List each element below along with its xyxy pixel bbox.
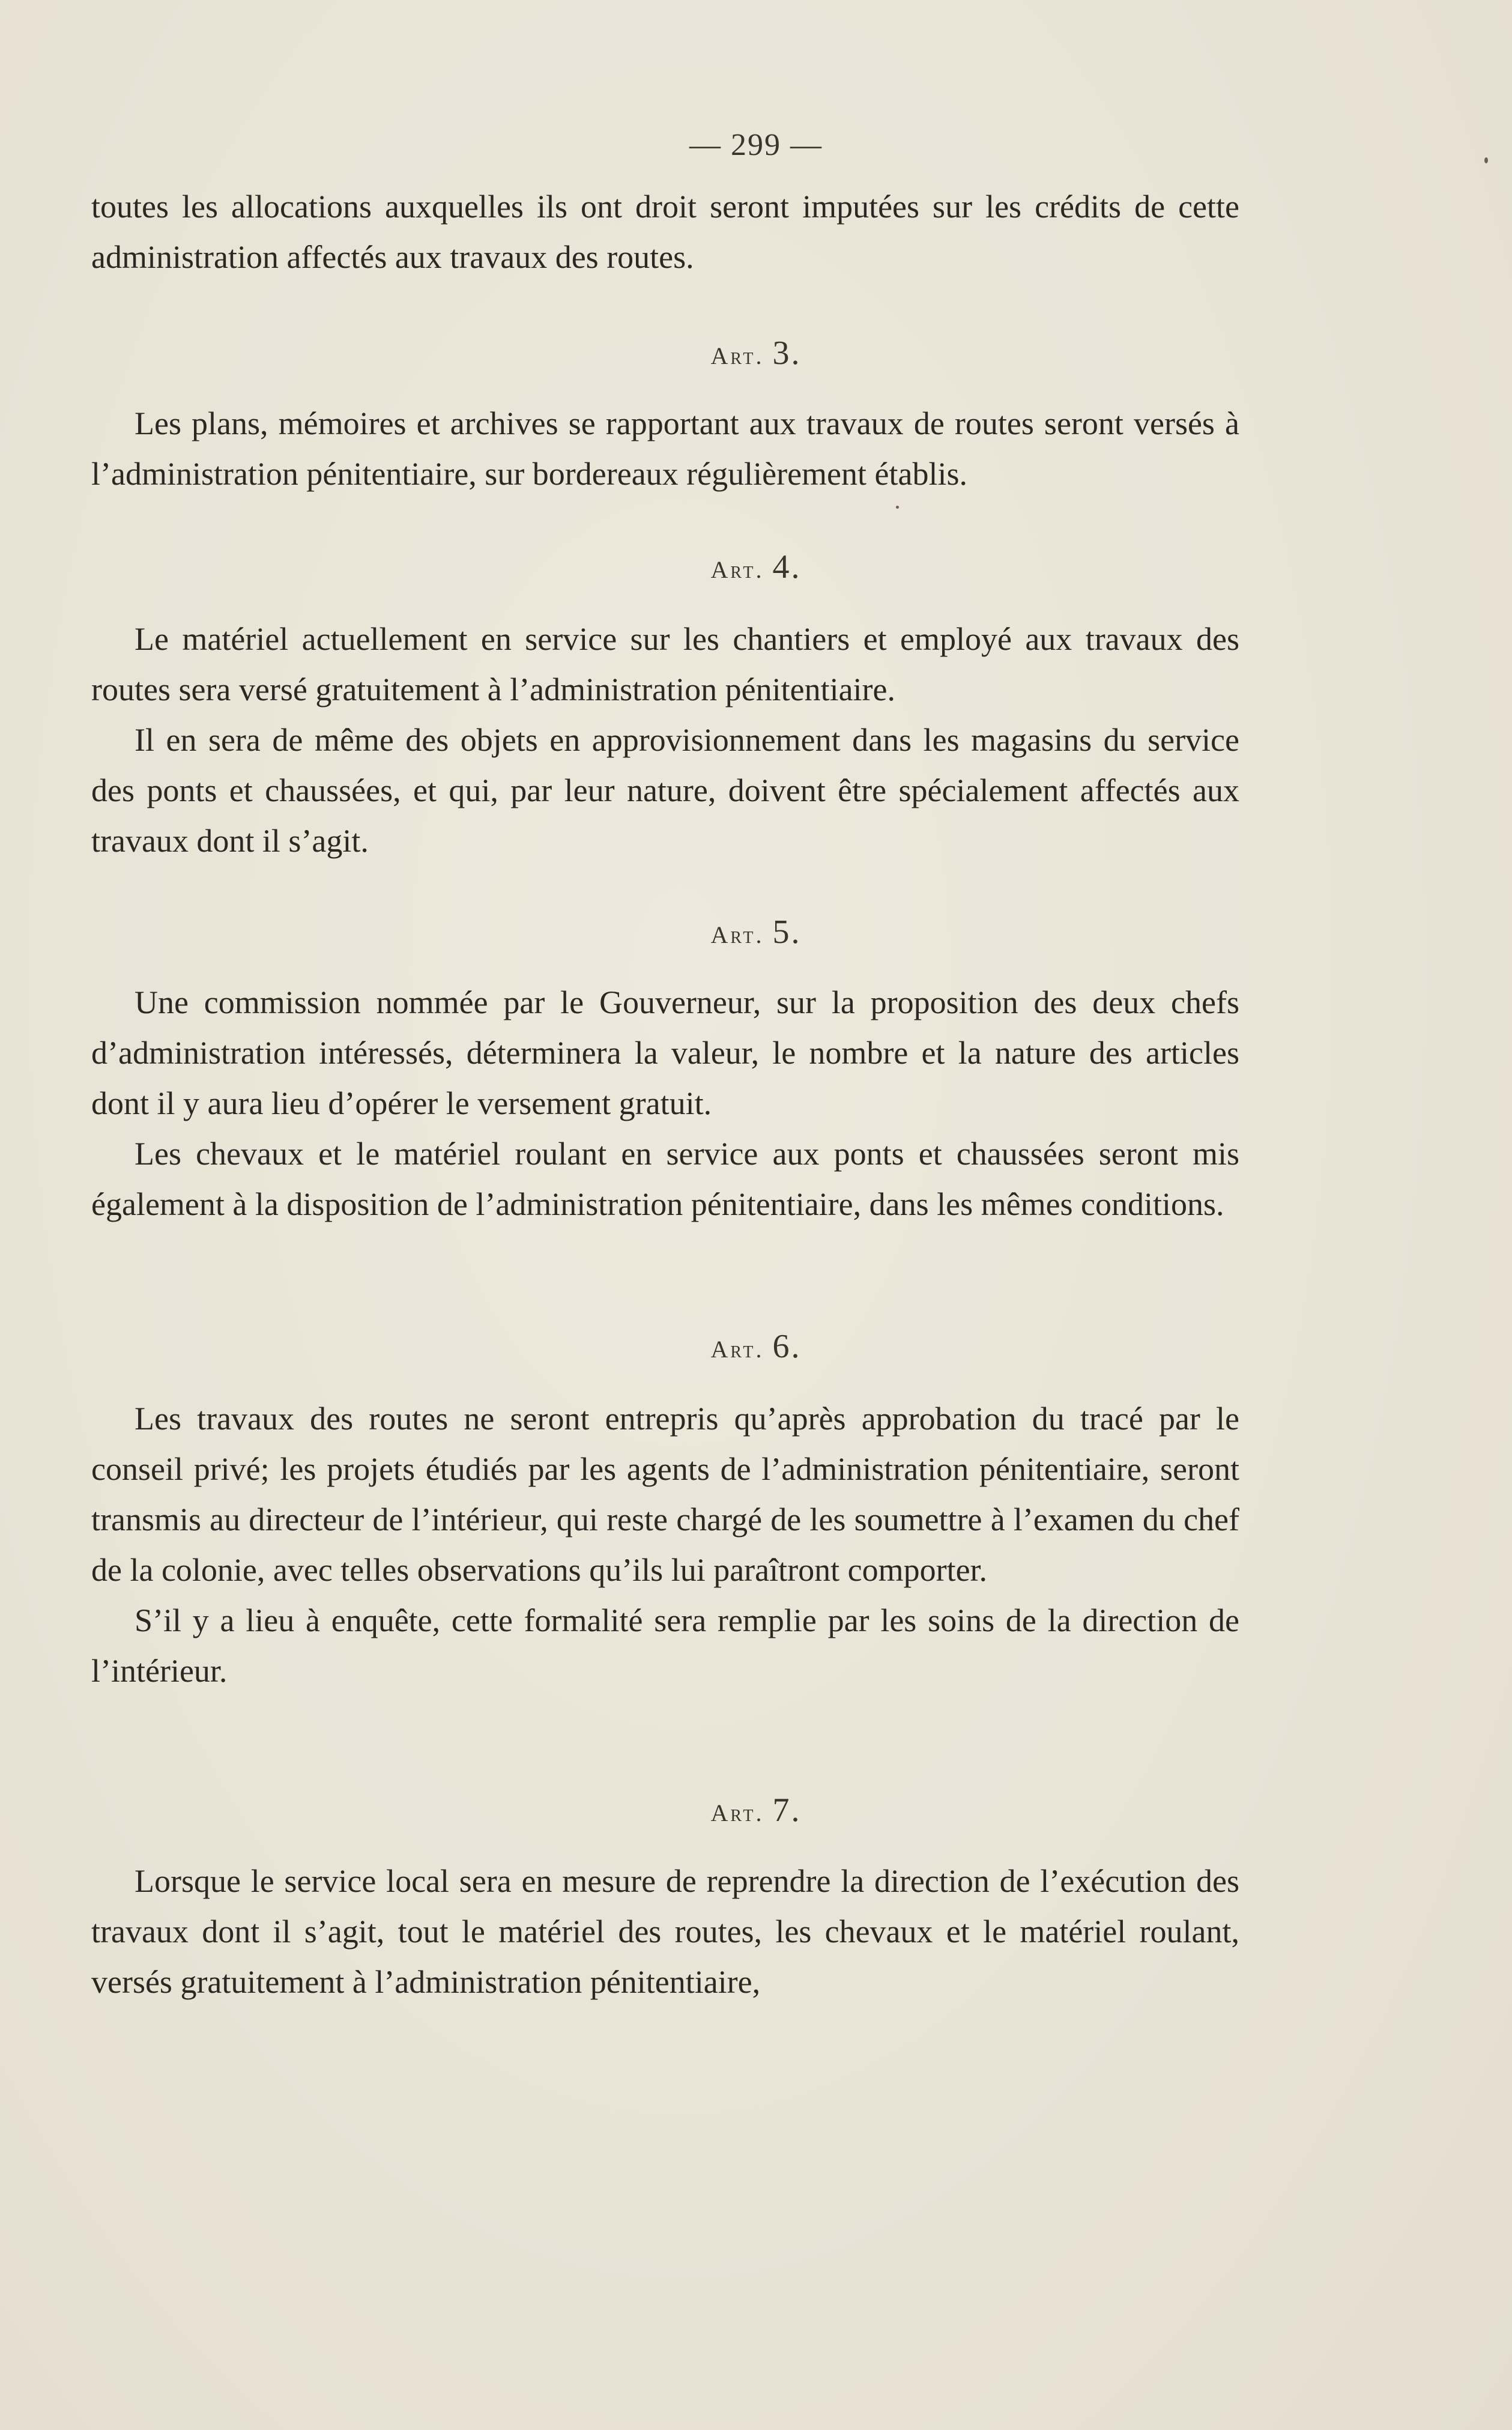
article-label: Art. xyxy=(710,342,764,369)
page-number: — 299 — xyxy=(689,128,823,162)
article-heading-5 xyxy=(0,913,1512,951)
paragraph-text: Lorsque le service local sera en mesure de reprendre la direction de l’exécution des travaux dont il s’agit, tout le matériel des routes, les chevaux et le matériel roulant, versés gratuitement à l’administration pénitentiaire, xyxy=(91,1863,1239,2000)
article-5-body xyxy=(91,977,1239,1229)
scan-speck xyxy=(896,506,899,509)
article-heading-3 xyxy=(0,334,1512,372)
article-heading-6 xyxy=(0,1327,1512,1366)
article-label: Art. xyxy=(710,1799,764,1826)
article-3-body xyxy=(91,398,1239,499)
paragraph-text: S’il y a lieu à enquête, cette formalité sera remplie par les soins de la direction de l’intérieur. xyxy=(91,1602,1239,1689)
article-number: 6. xyxy=(772,1328,802,1365)
paragraph-text: Les plans, mémoires et archives se rapportant aux travaux de routes seront versés à l’administration pénitentiaire, sur bordereaux régulièrement établis. xyxy=(91,405,1239,492)
article-heading-7 xyxy=(0,1791,1512,1829)
article-number: 3. xyxy=(772,335,802,372)
article-number: 5. xyxy=(772,914,802,951)
scan-speck xyxy=(1484,157,1488,163)
article-4-body xyxy=(91,614,1239,866)
article-label: Art. xyxy=(710,1336,764,1363)
article-number: 4. xyxy=(772,548,802,586)
article-number: 7. xyxy=(772,1792,802,1829)
paragraph-text: Les travaux des routes ne seront entrepris qu’après approbation du tracé par le conseil privé; les projets étudiés par les agents de l’administration pénitentiaire, seront transmis au directeur de l’intérieur, qui reste chargé de les soumettre à l’examen du chef de la colonie, avec telles observations qu’ils lui paraîtront comporter. xyxy=(91,1401,1239,1588)
paragraph-text: Les chevaux et le matériel roulant en service aux ponts et chaussées seront mis également à la disposition de l’administration pénitentiaire, dans les mêmes conditions. xyxy=(91,1136,1239,1222)
article-6-body xyxy=(91,1393,1239,1696)
article-7-body xyxy=(91,1856,1239,2007)
paragraph-text: Une commission nommée par le Gouverneur, sur la proposition des deux chefs d’administration intéressés, déterminera la valeur, le nombre et la nature des articles dont il y aura lieu d’opérer le versement gratuit. xyxy=(91,984,1239,1121)
paragraph-text: Il en sera de même des objets en approvisionnement dans les magasins du service des ponts et chaussées, et qui, par leur nature, doivent être spécialement affectés aux travaux dont il s’agit. xyxy=(91,722,1239,859)
article-label: Art. xyxy=(710,556,764,583)
article-heading-4 xyxy=(0,548,1512,586)
paragraph-continuation xyxy=(91,181,1239,282)
paragraph-text: toutes les allocations auxquelles ils ont droit seront imputées sur les crédits de cette administration affectés aux travaux des routes. xyxy=(91,189,1239,275)
paragraph-text: Le matériel actuellement en service sur les chantiers et employé aux travaux des routes sera versé gratuitement à l’administration pénitentiaire. xyxy=(91,621,1239,707)
article-label: Art. xyxy=(710,921,764,948)
